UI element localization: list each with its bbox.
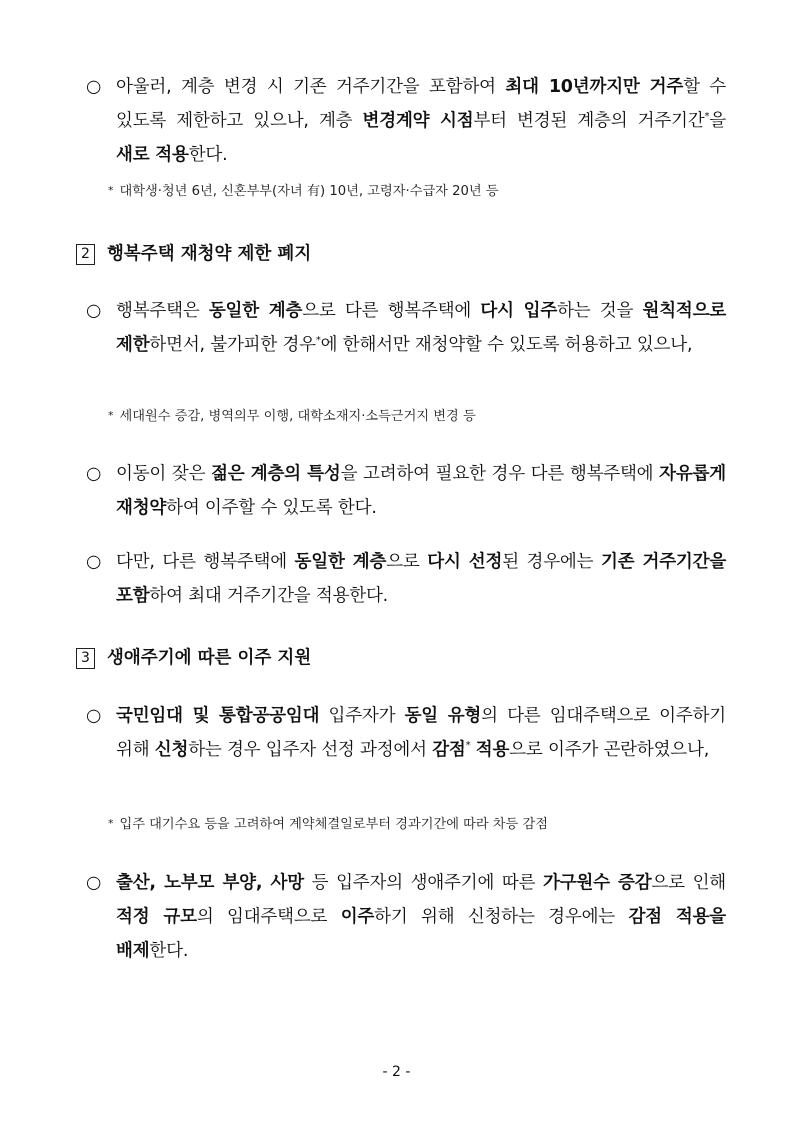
body-text: 하는 경우 입주자 선정 과정에서	[188, 740, 433, 760]
paragraph-5	[86, 699, 726, 767]
emphasis-text: 다시 선정	[427, 552, 503, 572]
footnote-ref: *	[704, 111, 710, 123]
section-heading-2	[76, 241, 311, 267]
footnote-text: 입주 대기수요 등을 고려하여 계약체결일로부터 경과기간에 따라 차등 감점	[119, 817, 548, 832]
body-text: 의 임대주택으로	[196, 907, 341, 927]
body-text: 이동이 잦은	[116, 464, 212, 484]
body-text: 으로 다른 행복주택에	[302, 301, 481, 321]
body-text: 의 다른 임대주택으로 이주하기 위해	[116, 706, 726, 760]
emphasis-text: 적정 규모	[116, 907, 197, 927]
body-text: 하면서, 불가피한 경우	[149, 335, 316, 355]
body-text: 할 수 있도록 제한하고 있으나, 계층	[116, 77, 726, 131]
body-text: 하기 위해 신청하는 경우에는	[374, 907, 629, 927]
body-text: 아울러, 계층 변경 시 기존 거주기간을 포함하여	[116, 77, 506, 97]
footnote-ref: *	[465, 740, 471, 752]
emphasis-text: 다시 입주	[480, 301, 558, 321]
body-text: 다만, 다른 행복주택에	[116, 552, 295, 572]
footnote-text: 대학생·청년 6년, 신혼부부(자녀 有) 10년, 고령자·수급자 20년 등	[119, 184, 499, 199]
emphasis-text: 새로 적용	[116, 145, 189, 165]
paragraph-1	[86, 70, 726, 172]
emphasis-text: 최대 10년까지만 거주	[505, 77, 684, 97]
body-text: 하여 이주할 수 있도록 한다.	[166, 498, 377, 518]
paragraph-text	[116, 457, 726, 525]
bullet-mark: ○	[86, 301, 102, 321]
emphasis-text: 출산, 노부모 부양, 사망	[116, 873, 304, 893]
body-text: 으로 인해	[651, 873, 726, 893]
footnote-ref: *	[315, 335, 321, 347]
emphasis-text: 감점 적용을 배제	[116, 907, 726, 961]
body-text: 에 한해서만 재청약할 수 있도록 허용하고 있으나,	[320, 335, 693, 355]
body-text: 을 고려하여 필요한 경우 다른 행복주택에	[340, 464, 660, 484]
body-text: 등 입주자의 생애주기에 따른	[303, 873, 543, 893]
body-text: 된 경우에는	[502, 552, 601, 572]
emphasis-text: 변경계약 시점	[362, 111, 474, 131]
emphasis-text: 감점	[432, 740, 466, 760]
section-title: 행복주택 재청약 제한 폐지	[107, 244, 312, 264]
bullet-mark: ○	[86, 873, 102, 893]
bullet-mark: ○	[86, 706, 102, 726]
footnote-star: *	[108, 817, 114, 830]
paragraph-text	[116, 699, 726, 767]
paragraph-2	[86, 294, 726, 362]
bullet-mark: ○	[86, 77, 102, 97]
paragraph-text	[116, 866, 726, 968]
footnote-text: 세대원수 증감, 병역의무 이행, 대학소재지·소득근거지 변경 등	[119, 409, 476, 424]
body-text: 하여 최대 거주기간을 적용한다.	[149, 586, 389, 606]
section-number-box: 3	[76, 648, 95, 669]
emphasis-text: 동일한 계층	[208, 301, 303, 321]
body-text: 하는 것을	[557, 301, 643, 321]
emphasis-text: 자유롭게 재청약	[116, 464, 726, 518]
emphasis-text: 동일 유형	[404, 706, 482, 726]
body-text: 한다.	[188, 145, 228, 165]
emphasis-text: 젊은 계층의 특성	[211, 464, 341, 484]
paragraph-3	[86, 457, 726, 525]
emphasis-text: 신청	[154, 740, 189, 760]
body-text: 한다.	[149, 941, 189, 961]
emphasis-text: 이주	[340, 907, 375, 927]
footnote-2	[108, 407, 748, 427]
footnote-1	[108, 182, 748, 202]
body-text: 으로	[386, 552, 428, 572]
section-heading-3	[76, 645, 311, 671]
body-text: 부터 변경된 계층의 거주기간	[473, 111, 705, 131]
section-number-box: 2	[76, 244, 95, 265]
paragraph-text	[116, 70, 726, 172]
emphasis-text: 가구원수 증감	[542, 873, 652, 893]
paragraph-text	[116, 545, 726, 613]
emphasis-text: 기존 거주기간을 포함	[116, 552, 727, 606]
bullet-mark: ○	[86, 552, 102, 572]
paragraph-6	[86, 866, 726, 968]
body-text: 을	[709, 111, 726, 131]
paragraph-text	[116, 294, 726, 362]
body-text: 으로 이주가 곤란하였으나,	[509, 740, 710, 760]
section-title: 생애주기에 따른 이주 지원	[107, 648, 312, 668]
footnote-3	[108, 815, 748, 835]
page-number: - 2 -	[382, 1064, 411, 1080]
body-text: 입주자가	[319, 706, 405, 726]
paragraph-4	[86, 545, 726, 613]
emphasis-text: 국민임대 및 통합공공임대	[116, 706, 320, 726]
emphasis-text: 적용	[475, 740, 510, 760]
emphasis-text: 동일한 계층	[294, 552, 387, 572]
emphasis-text: 원칙적으로 제한	[116, 301, 727, 355]
footnote-star: *	[108, 184, 114, 197]
footnote-star: *	[108, 409, 114, 422]
body-text: 행복주택은	[116, 301, 209, 321]
bullet-mark: ○	[86, 464, 102, 484]
